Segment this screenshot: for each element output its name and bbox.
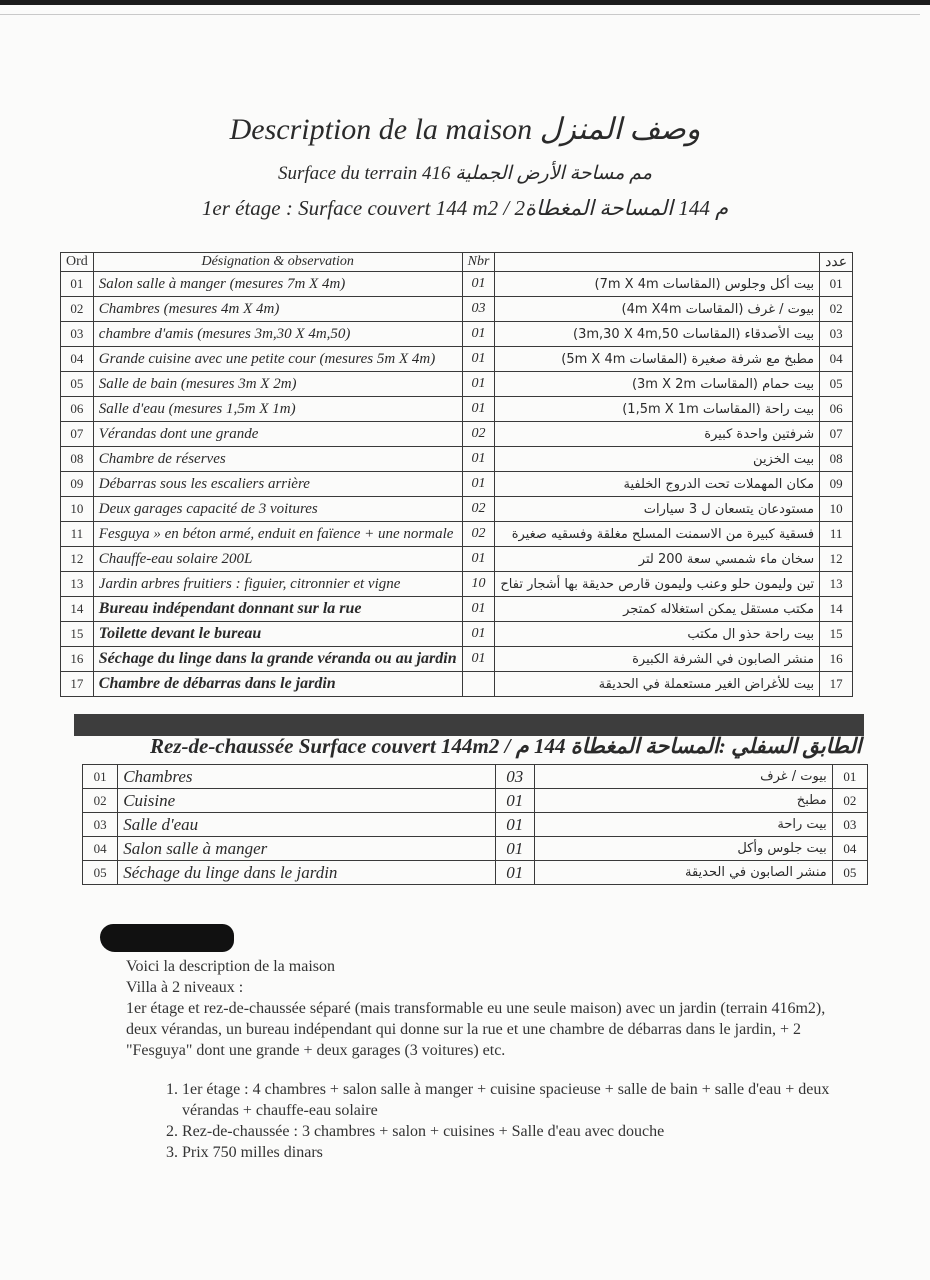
- row-count: 02: [462, 497, 495, 522]
- ground-floor-table: [82, 764, 868, 885]
- row-count: 01: [462, 622, 495, 647]
- row-arabic: مستودعان يتسعان ل 3 سيارات: [495, 497, 820, 522]
- row-arabic-num: 02: [832, 789, 867, 813]
- header-designation: Désignation & observation: [93, 253, 462, 272]
- header-num: عدد: [820, 253, 853, 272]
- row-arabic: بيت راحة (المقاسات 1,5m X 1m): [495, 397, 820, 422]
- row-arabic: منشر الصابون في الحديقة: [534, 861, 832, 885]
- row-arabic: بيت الخزين: [495, 447, 820, 472]
- row-arabic: بيت للأغراض الغير مستعملة في الحديقة: [495, 672, 820, 697]
- section-divider-bar: [74, 714, 864, 736]
- row-designation: Séchage du linge dans la grande véranda ou au jardin: [93, 647, 462, 672]
- row-designation: Vérandas dont une grande: [93, 422, 462, 447]
- row-designation: Salle d'eau: [118, 813, 495, 837]
- notes-list: [156, 1079, 841, 1163]
- row-ord: 06: [61, 397, 94, 422]
- row-ord: 12: [61, 547, 94, 572]
- table-row: [61, 547, 853, 572]
- row-ord: 05: [61, 372, 94, 397]
- row-arabic-num: 16: [820, 647, 853, 672]
- row-designation: Chambre de réserves: [93, 447, 462, 472]
- row-ord: 07: [61, 422, 94, 447]
- row-arabic: منشر الصابون في الشرفة الكبيرة: [495, 647, 820, 672]
- row-arabic-num: 13: [820, 572, 853, 597]
- row-arabic: بيت راحة حذو ال مكتب: [495, 622, 820, 647]
- row-arabic-num: 06: [820, 397, 853, 422]
- row-designation: Salon salle à manger: [118, 837, 495, 861]
- row-designation: Salle de bain (mesures 3m X 2m): [93, 372, 462, 397]
- row-designation: Séchage du linge dans le jardin: [118, 861, 495, 885]
- row-arabic: تين وليمون حلو وعنب وليمون قارص حديقة بها أشجار تفاح: [495, 572, 820, 597]
- row-arabic-num: 03: [820, 322, 853, 347]
- row-designation: Chauffe-eau solaire 200L: [93, 547, 462, 572]
- row-count: 01: [462, 372, 495, 397]
- row-designation: Salle d'eau (mesures 1,5m X 1m): [93, 397, 462, 422]
- row-arabic-num: 02: [820, 297, 853, 322]
- ground-floor-heading: Rez-de-chaussée Surface couvert 144m2 / الطابق السفلي :المساحة المغطاة 144 م: [150, 734, 862, 758]
- row-arabic: سخان ماء شمسي سعة 200 لتر: [495, 547, 820, 572]
- row-ord: 14: [61, 597, 94, 622]
- header-arabic: [495, 253, 820, 272]
- row-arabic-num: 05: [820, 372, 853, 397]
- table-row: [61, 372, 853, 397]
- row-ord: 03: [83, 813, 118, 837]
- table-row: [83, 813, 868, 837]
- row-arabic: بيت جلوس وأكل: [534, 837, 832, 861]
- row-arabic: بيت راحة: [534, 813, 832, 837]
- first-floor-table: [60, 252, 853, 697]
- row-count: 01: [495, 837, 534, 861]
- header-nbr: Nbr: [462, 253, 495, 272]
- table-header-row: [61, 253, 853, 272]
- header-ord: Ord: [61, 253, 94, 272]
- row-arabic-num: 08: [820, 447, 853, 472]
- row-count: 10: [462, 572, 495, 597]
- table-row: [61, 522, 853, 547]
- notes-line-1: Voici la description de la maison: [126, 958, 335, 975]
- row-ord: 04: [83, 837, 118, 861]
- row-ord: 02: [61, 297, 94, 322]
- row-ord: 01: [61, 272, 94, 297]
- row-count: 03: [462, 297, 495, 322]
- row-arabic: بيت الأصدقاء (المقاسات 3m,30 X 4m,50): [495, 322, 820, 347]
- row-designation: Chambres: [118, 765, 495, 789]
- row-count: 01: [462, 447, 495, 472]
- row-designation: Cuisine: [118, 789, 495, 813]
- row-count: 01: [495, 813, 534, 837]
- row-arabic: بيوت / غرف (المقاسات 4m X4m): [495, 297, 820, 322]
- table-row: [61, 647, 853, 672]
- page-title: Description de la maison وصف المنزل: [229, 113, 701, 146]
- row-arabic-num: 04: [832, 837, 867, 861]
- row-count: 01: [462, 647, 495, 672]
- row-designation: Jardin arbres fruitiers : figuier, citronnier et vigne: [93, 572, 462, 597]
- row-ord: 05: [83, 861, 118, 885]
- table-row: [83, 861, 868, 885]
- row-arabic: مكان المهملات تحت الدروج الخلفية: [495, 472, 820, 497]
- row-count: 02: [462, 422, 495, 447]
- table-row: [83, 765, 868, 789]
- row-arabic-num: 03: [832, 813, 867, 837]
- notes-list-item: 1. 1er étage : 4 chambres + salon salle à manger + cuisine spacieuse + salle de bain + salle d'eau + deux vérandas + chauffe-eau solaire: [182, 1079, 841, 1121]
- row-designation: Grande cuisine avec une petite cour (mesures 5m X 4m): [93, 347, 462, 372]
- table-row: [61, 272, 853, 297]
- row-count: 01: [462, 322, 495, 347]
- first-floor-heading: 1er étage : Surface couvert 144 m2 / 2م 144 المساحة المغطاة: [201, 196, 729, 220]
- row-arabic-num: 10: [820, 497, 853, 522]
- row-arabic-num: 01: [832, 765, 867, 789]
- row-designation: Chambres (mesures 4m X 4m): [93, 297, 462, 322]
- row-count: [462, 672, 495, 697]
- notes-section: [126, 956, 841, 1163]
- row-count: 01: [462, 272, 495, 297]
- table-row: [61, 672, 853, 697]
- row-arabic: بيت حمام (المقاسات 3m X 2m): [495, 372, 820, 397]
- row-ord: 15: [61, 622, 94, 647]
- row-arabic-num: 11: [820, 522, 853, 547]
- table-row: [83, 837, 868, 861]
- row-ord: 08: [61, 447, 94, 472]
- row-arabic-num: 12: [820, 547, 853, 572]
- table-row: [61, 397, 853, 422]
- row-ord: 04: [61, 347, 94, 372]
- row-arabic: بيت أكل وجلوس (المقاسات 7m X 4m): [495, 272, 820, 297]
- row-arabic-num: 14: [820, 597, 853, 622]
- row-arabic: بيوت / غرف: [534, 765, 832, 789]
- scan-top-edge: [0, 0, 930, 5]
- table-row: [83, 789, 868, 813]
- row-ord: 16: [61, 647, 94, 672]
- row-arabic-num: 01: [820, 272, 853, 297]
- row-designation: Chambre de débarras dans le jardin: [93, 672, 462, 697]
- row-count: 01: [462, 597, 495, 622]
- row-arabic-num: 15: [820, 622, 853, 647]
- table-row: [61, 572, 853, 597]
- row-arabic: مطبخ: [534, 789, 832, 813]
- row-arabic: فسقية كبيرة من الاسمنت المسلح مغلقة وفسقيه صغيرة: [495, 522, 820, 547]
- row-arabic: مطبخ مع شرفة صغيرة (المقاسات 5m X 4m): [495, 347, 820, 372]
- row-count: 01: [495, 789, 534, 813]
- row-count: 03: [495, 765, 534, 789]
- row-ord: 02: [83, 789, 118, 813]
- row-designation: Toilette devant le bureau: [93, 622, 462, 647]
- table-row: [61, 297, 853, 322]
- row-arabic-num: 07: [820, 422, 853, 447]
- table-row: [61, 472, 853, 497]
- row-arabic-num: 05: [832, 861, 867, 885]
- row-count: 01: [462, 397, 495, 422]
- notes-list-item: 3. Prix 750 milles dinars: [182, 1142, 841, 1163]
- row-ord: 10: [61, 497, 94, 522]
- row-designation: chambre d'amis (mesures 3m,30 X 4m,50): [93, 322, 462, 347]
- row-arabic-num: 04: [820, 347, 853, 372]
- table-row: [61, 622, 853, 647]
- table-row: [61, 347, 853, 372]
- row-designation: Deux garages capacité de 3 voitures: [93, 497, 462, 522]
- row-arabic-num: 17: [820, 672, 853, 697]
- row-designation: Salon salle à manger (mesures 7m X 4m): [93, 272, 462, 297]
- row-designation: Débarras sous les escaliers arrière: [93, 472, 462, 497]
- table-row: [61, 597, 853, 622]
- row-arabic: مكتب مستقل يمكن استغلاله كمتجر: [495, 597, 820, 622]
- row-count: 02: [462, 522, 495, 547]
- row-ord: 09: [61, 472, 94, 497]
- table-row: [61, 322, 853, 347]
- notes-paragraph: 1er étage et rez-de-chaussée séparé (mais transformable eu une seule maison) avec un jardin (terrain 416m2), deux vérandas, un bureau indépendant qui donne sur la rue et une chambre de débarras dans le jardin, + 2 "Fesguya" dont une grande + deux garages (3 voitures) etc.: [126, 1000, 826, 1059]
- table-row: [61, 497, 853, 522]
- table-row: [61, 447, 853, 472]
- redaction-mark: [100, 924, 234, 952]
- row-count: 01: [462, 347, 495, 372]
- row-arabic: شرفتين واحدة كبيرة: [495, 422, 820, 447]
- row-ord: 03: [61, 322, 94, 347]
- row-designation: Bureau indépendant donnant sur la rue: [93, 597, 462, 622]
- row-arabic-num: 09: [820, 472, 853, 497]
- notes-list-item: 2. Rez-de-chaussée : 3 chambres + salon + cuisines + Salle d'eau avec douche: [182, 1121, 841, 1142]
- row-count: 01: [495, 861, 534, 885]
- scan-line: [0, 14, 920, 15]
- row-count: 01: [462, 547, 495, 572]
- row-ord: 13: [61, 572, 94, 597]
- table-row: [61, 422, 853, 447]
- terrain-surface: Surface du terrain 416 مم مساحة الأرض الجملية: [277, 163, 653, 184]
- row-ord: 11: [61, 522, 94, 547]
- row-ord: 17: [61, 672, 94, 697]
- row-ord: 01: [83, 765, 118, 789]
- row-designation: Fesguya » en béton armé, enduit en faïence + une normale: [93, 522, 462, 547]
- row-count: 01: [462, 472, 495, 497]
- notes-line-2: Villa à 2 niveaux :: [126, 979, 244, 996]
